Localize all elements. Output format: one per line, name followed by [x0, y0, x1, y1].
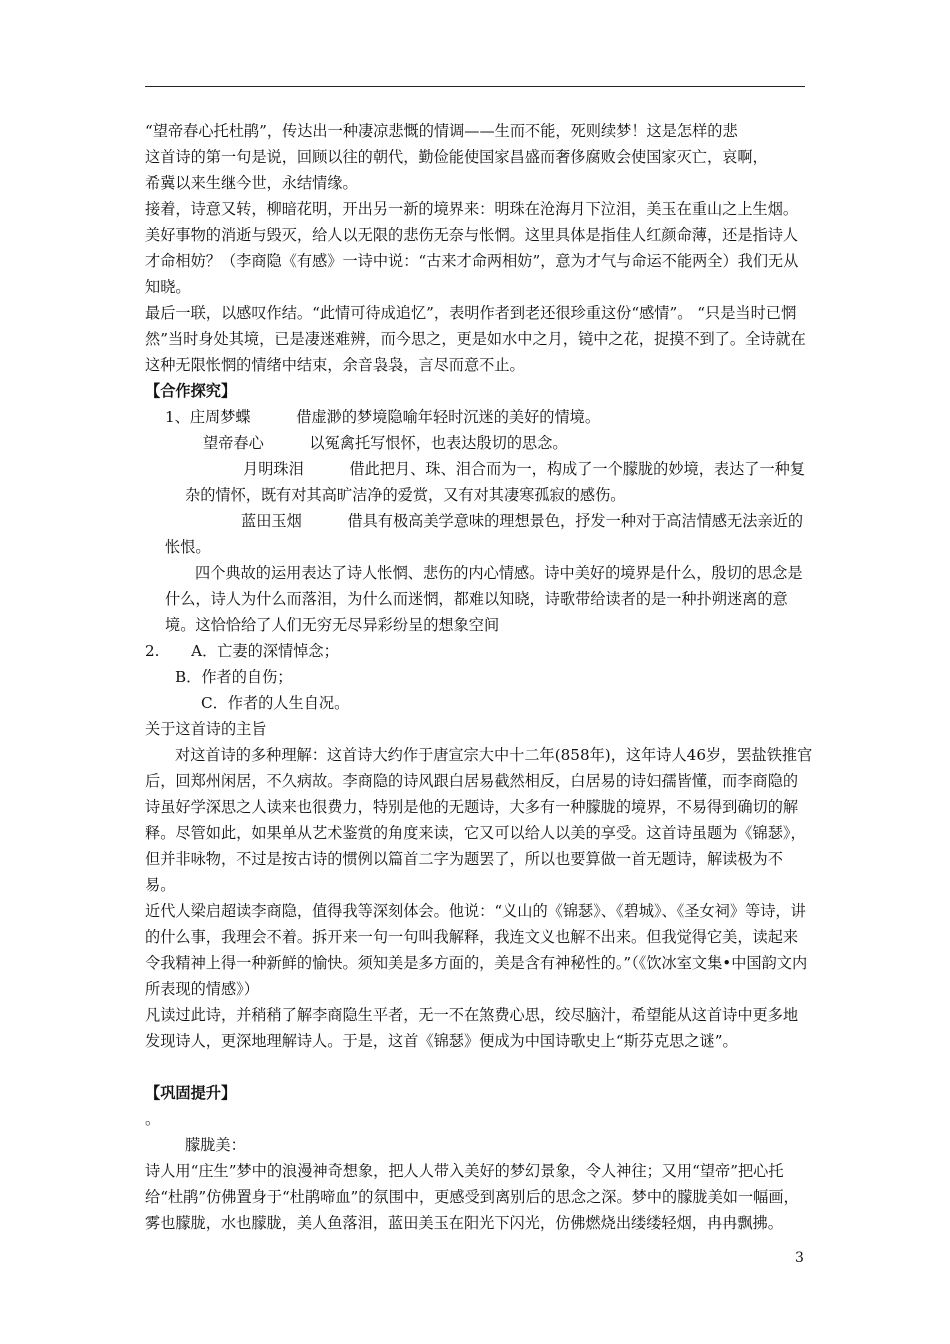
document-body: [145, 118, 813, 1236]
theme-paragraph-2: 近代人梁启超读李商隐，值得我等深刻体会。他说：“义山的《锦瑟》、《碧城》、《圣女祠》等诗，讲的什么事，我理会不着。拆开来一句一句叫我解释，我连文义也解不出来。但我觉得它美，读起来令我精神上得一种新鲜的愉快。须知美是多方面的，美是含有神秘性的。”（《饮冰室文集•中国韵文内所表现的情感》）: [145, 902, 808, 998]
question-2-option-a: [145, 638, 813, 664]
paragraph-3: 希冀以来生继今世，永结情缘。: [145, 174, 358, 192]
paragraph-5: 最后一联，以感叹作结。“此情可待成追忆”，表明作者到老还很珍重这份“感情”。 “只是当时已惘然”当时身处其境，已是凄迷难辨，而今思之，更是如水中之月，镜中之花，捉摸不到了。全诗就在这种无限怅惘的情绪中结束，余音袅袅，言尽而意不止。: [145, 304, 806, 374]
section-heading-consolidate: 【巩固提升】: [145, 1084, 237, 1102]
allusion-summary: 四个典故的运用表达了诗人怅惘、悲伤的内心情感。诗中美好的境界是什么，殷切的思念是什么，诗人为什么而落泪，为什么而迷惘，都难以知晓，诗歌带给读者的是一种扑朔迷离的意境。这恰恰给了人们无穷无尽异彩纷呈的想象空间: [165, 564, 803, 634]
allusion-text: 借虚渺的梦境隐喻年轻时沉迷的美好的情境。: [296, 408, 601, 426]
section-heading-cooperate: 【合作探究】: [145, 382, 237, 400]
subtitle-hazy-beauty: 朦胧美：: [185, 1136, 246, 1154]
paragraph-4: 接着，诗意又转，柳暗花明，开出另一新的境界来：明珠在沧海月下泣泪，美玉在重山之上生烟。美好事物的消逝与毁灭，给人以无限的悲伤无奈与怅惘。这里具体是指佳人红颜命薄，还是指诗人才命相妨？（李商隐《有感》一诗中说：“古来才命两相妨”，意为才气与命运不能两全）我们无从知晓。: [145, 200, 799, 296]
allusion-item-4: [145, 508, 813, 560]
theme-paragraph-3: 凡读过此诗，并稍稍了解李商隐生平者，无一不在煞费心思，绞尽脑汁，希望能从这首诗中更多地发现诗人，更深地理解诗人。于是，这首《锦瑟》便成为中国诗歌史上“斯芬克思之谜”。: [145, 1006, 799, 1050]
allusion-term: 望帝春心: [203, 434, 264, 452]
spacer: [145, 1054, 813, 1080]
allusion-text: 借此把月、珠、泪合而为一，构成了一个朦胧的妙境，表达了一种复杂的情怀，既有对其高旷洁净的爱赏，又有对其凄寒孤寂的感伤。: [185, 460, 806, 504]
allusion-item-3: [145, 456, 813, 508]
allusion-term: 蓝田玉烟: [241, 512, 302, 530]
question-number: 2.: [145, 642, 160, 660]
allusion-item-2: [145, 430, 813, 456]
hazy-beauty-paragraph: 诗人用“庄生”梦中的浪漫神奇想象，把人人带入美好的梦幻景象，令人神往；又用“望帝”把心托给“杜鹃”仿佛置身于“杜鹃啼血”的氛围中，更感受到离别后的思念之深。梦中的朦胧美如一幅画，雾也朦胧，水也朦胧，美人鱼落泪，蓝田美玉在阳光下闪光，仿佛燃烧出缕缕轻烟，冉冉飘拂。: [145, 1162, 799, 1232]
question-2-option-c: C．作者的人生自况。: [201, 694, 350, 712]
question-2-option-b: B．作者的自伤；: [175, 668, 293, 686]
allusion-text: 以冤禽托写恨怀，也表达殷切的思念。: [309, 434, 568, 452]
allusion-item-1: [145, 404, 813, 430]
section-mark: 。: [145, 1110, 161, 1128]
allusion-term: 月明珠泪: [243, 460, 304, 478]
allusion-text: 借具有极高美学意味的理想景色，抒发一种对于高洁情感无法亲近的怅恨。: [165, 512, 804, 556]
theme-paragraph-1: 对这首诗的多种理解：这首诗大约作于唐宣宗大中十二年(858年)，这年诗人46岁，罢盐铁推官后，回郑州闲居，不久病故。李商隐的诗风跟白居易截然相反，白居易的诗妇孺皆懂，而李商隐的诗虽好学深思之人读来也很费力，特别是他的无题诗，大多有一种朦胧的境界，不易得到确切的解释。尽管如此，如果单从艺术鉴赏的角度来读，它又可以给人以美的享受。这首诗虽题为《锦瑟》，但并非咏物，不过是按古诗的惯例以篇首二字为题罢了，所以也要算做一首无题诗，解读极为不易。: [145, 746, 813, 894]
paragraph-1: “望帝春心托杜鹃”，传达出一种凄凉悲慨的情调——生而不能，死则续梦！这是怎样的悲: [145, 122, 738, 140]
page-number: 3: [795, 1250, 804, 1266]
allusion-term: 1、庄周梦蝶: [165, 408, 251, 426]
theme-title: 关于这首诗的主旨: [145, 720, 267, 738]
option-a: A．亡妻的深情悼念；: [191, 642, 339, 660]
header-rule: [145, 86, 805, 87]
paragraph-2: 这首诗的第一句是说，回顾以往的朝代，勤俭能使国家昌盛而奢侈腐败会使国家灭亡，哀啊，: [145, 148, 768, 166]
